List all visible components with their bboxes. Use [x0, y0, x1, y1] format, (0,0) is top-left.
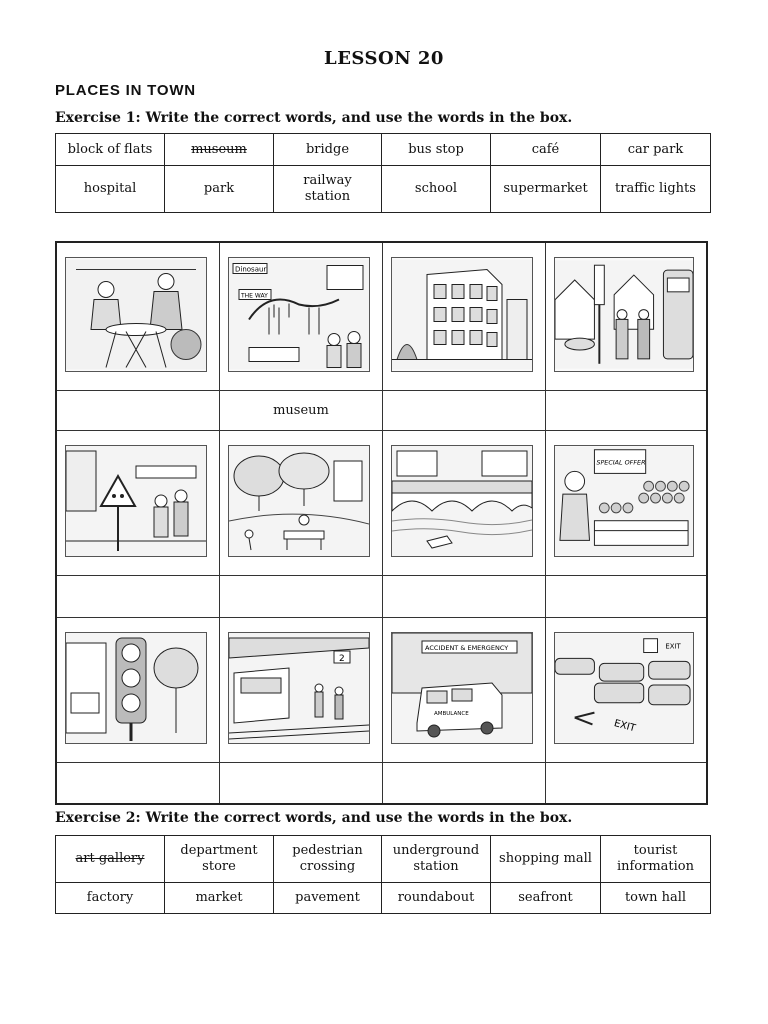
picture-cell: [383, 243, 546, 391]
answer-text: [57, 576, 219, 617]
word-cell: bus stop: [382, 134, 491, 166]
answer-text: [383, 576, 545, 617]
exercise2-word-box: [55, 835, 711, 914]
word-cell: tourist information: [601, 836, 711, 883]
word-cell: supermarket: [491, 166, 601, 213]
answer-cell[interactable]: [546, 763, 706, 803]
picture-cell: [57, 618, 220, 763]
word-cell: pavement: [274, 883, 382, 914]
lesson-title: LESSON 20: [324, 48, 444, 69]
answer-text: [383, 763, 545, 803]
picture-cell: [383, 431, 546, 576]
word-cell: seafront: [491, 883, 601, 914]
picture-cell: [220, 243, 383, 391]
word-cell: hospital: [56, 166, 165, 213]
word-cell: underground station: [382, 836, 491, 883]
school-drawing: [66, 446, 206, 556]
word-cell: market: [165, 883, 274, 914]
word-cell: museum: [165, 134, 274, 166]
answer-cell[interactable]: [546, 576, 706, 618]
car-park-drawing: [555, 633, 693, 743]
cafe-picture: [65, 257, 207, 372]
park-drawing: [229, 446, 369, 556]
exercise2-title: Exercise 2: Write the correct words, and use the words in the box.: [55, 810, 573, 826]
exercise1-title: Exercise 1: Write the correct words, and use the words in the box.: [55, 110, 573, 126]
answer-cell[interactable]: [57, 576, 220, 618]
hospital-sign-text: ACCIDENT & EMERGENCY: [425, 644, 509, 652]
word-cell: school: [382, 166, 491, 213]
answer-text: museum: [273, 403, 329, 418]
word-cell: café: [491, 134, 601, 166]
answer-cell[interactable]: [220, 391, 383, 431]
answer-cell[interactable]: [383, 391, 546, 431]
bus-stop-picture: [554, 257, 694, 372]
supermarket-picture: [554, 445, 694, 557]
answer-text: [383, 391, 545, 430]
car-park-exit-sign-text: EXIT: [665, 642, 681, 651]
block-of-flats-picture: [391, 257, 533, 372]
supermarket-drawing: [555, 446, 693, 556]
answer-text: [57, 391, 219, 430]
answer-cell[interactable]: [546, 391, 706, 431]
railway-station-picture: [228, 632, 370, 744]
picture-cell: [57, 431, 220, 576]
answer-text: [546, 391, 706, 430]
picture-cell: [546, 431, 706, 576]
word-cell: shopping mall: [491, 836, 601, 883]
ambulance-text: AMBULANCE: [434, 711, 469, 717]
section-title: PLACES IN TOWN: [55, 82, 196, 99]
word-cell: pedestrian crossing: [274, 836, 382, 883]
answer-cell[interactable]: [383, 763, 546, 803]
picture-cell: [546, 618, 706, 763]
word-cell: department store: [165, 836, 274, 883]
word-cell: roundabout: [382, 883, 491, 914]
answer-text: [546, 763, 706, 803]
railway-station-drawing: [229, 633, 369, 743]
answer-text: [546, 576, 706, 617]
word-cell: block of flats: [56, 134, 165, 166]
answer-cell[interactable]: [57, 763, 220, 803]
bridge-drawing: [392, 446, 532, 556]
park-picture: [228, 445, 370, 557]
answer-cell[interactable]: [220, 576, 383, 618]
picture-cell: [220, 618, 383, 763]
answer-text: [220, 763, 382, 803]
word-cell: car park: [601, 134, 711, 166]
hospital-picture: [391, 632, 533, 744]
car-park-road-exit-text: EXIT: [612, 718, 637, 735]
bus-stop-drawing: [555, 258, 693, 371]
word-cell: bridge: [274, 134, 382, 166]
school-picture: [65, 445, 207, 557]
answer-text: [220, 576, 382, 617]
picture-cell: [57, 243, 220, 391]
traffic-lights-picture: [65, 632, 207, 744]
museum-picture: [228, 257, 370, 372]
platform-number-text: 2: [339, 654, 345, 664]
block-of-flats-drawing: [392, 258, 532, 371]
answer-text: [57, 763, 219, 803]
picture-cell: [383, 618, 546, 763]
museum-sign-text: Dinosaur: [235, 265, 267, 274]
answer-cell[interactable]: [220, 763, 383, 803]
picture-cell: [546, 243, 706, 391]
word-cell: town hall: [601, 883, 711, 914]
word-cell: railway station: [274, 166, 382, 213]
museum-drawing: [229, 258, 369, 371]
word-cell: traffic lights: [601, 166, 711, 213]
word-cell: art gallery: [56, 836, 165, 883]
word-cell: park: [165, 166, 274, 213]
supermarket-sign-text: SPECIAL OFFER: [596, 458, 646, 467]
cafe-drawing: [66, 258, 206, 371]
picture-grid: [55, 241, 708, 805]
picture-cell: [220, 431, 383, 576]
answer-cell[interactable]: [57, 391, 220, 431]
word-cell: factory: [56, 883, 165, 914]
traffic-lights-drawing: [66, 633, 206, 743]
exercise1-word-box: [55, 133, 711, 213]
museum-arrow-text: THE WAY: [241, 292, 268, 300]
answer-cell[interactable]: [383, 576, 546, 618]
bridge-picture: [391, 445, 533, 557]
hospital-drawing: [392, 633, 532, 743]
car-park-picture: [554, 632, 694, 744]
